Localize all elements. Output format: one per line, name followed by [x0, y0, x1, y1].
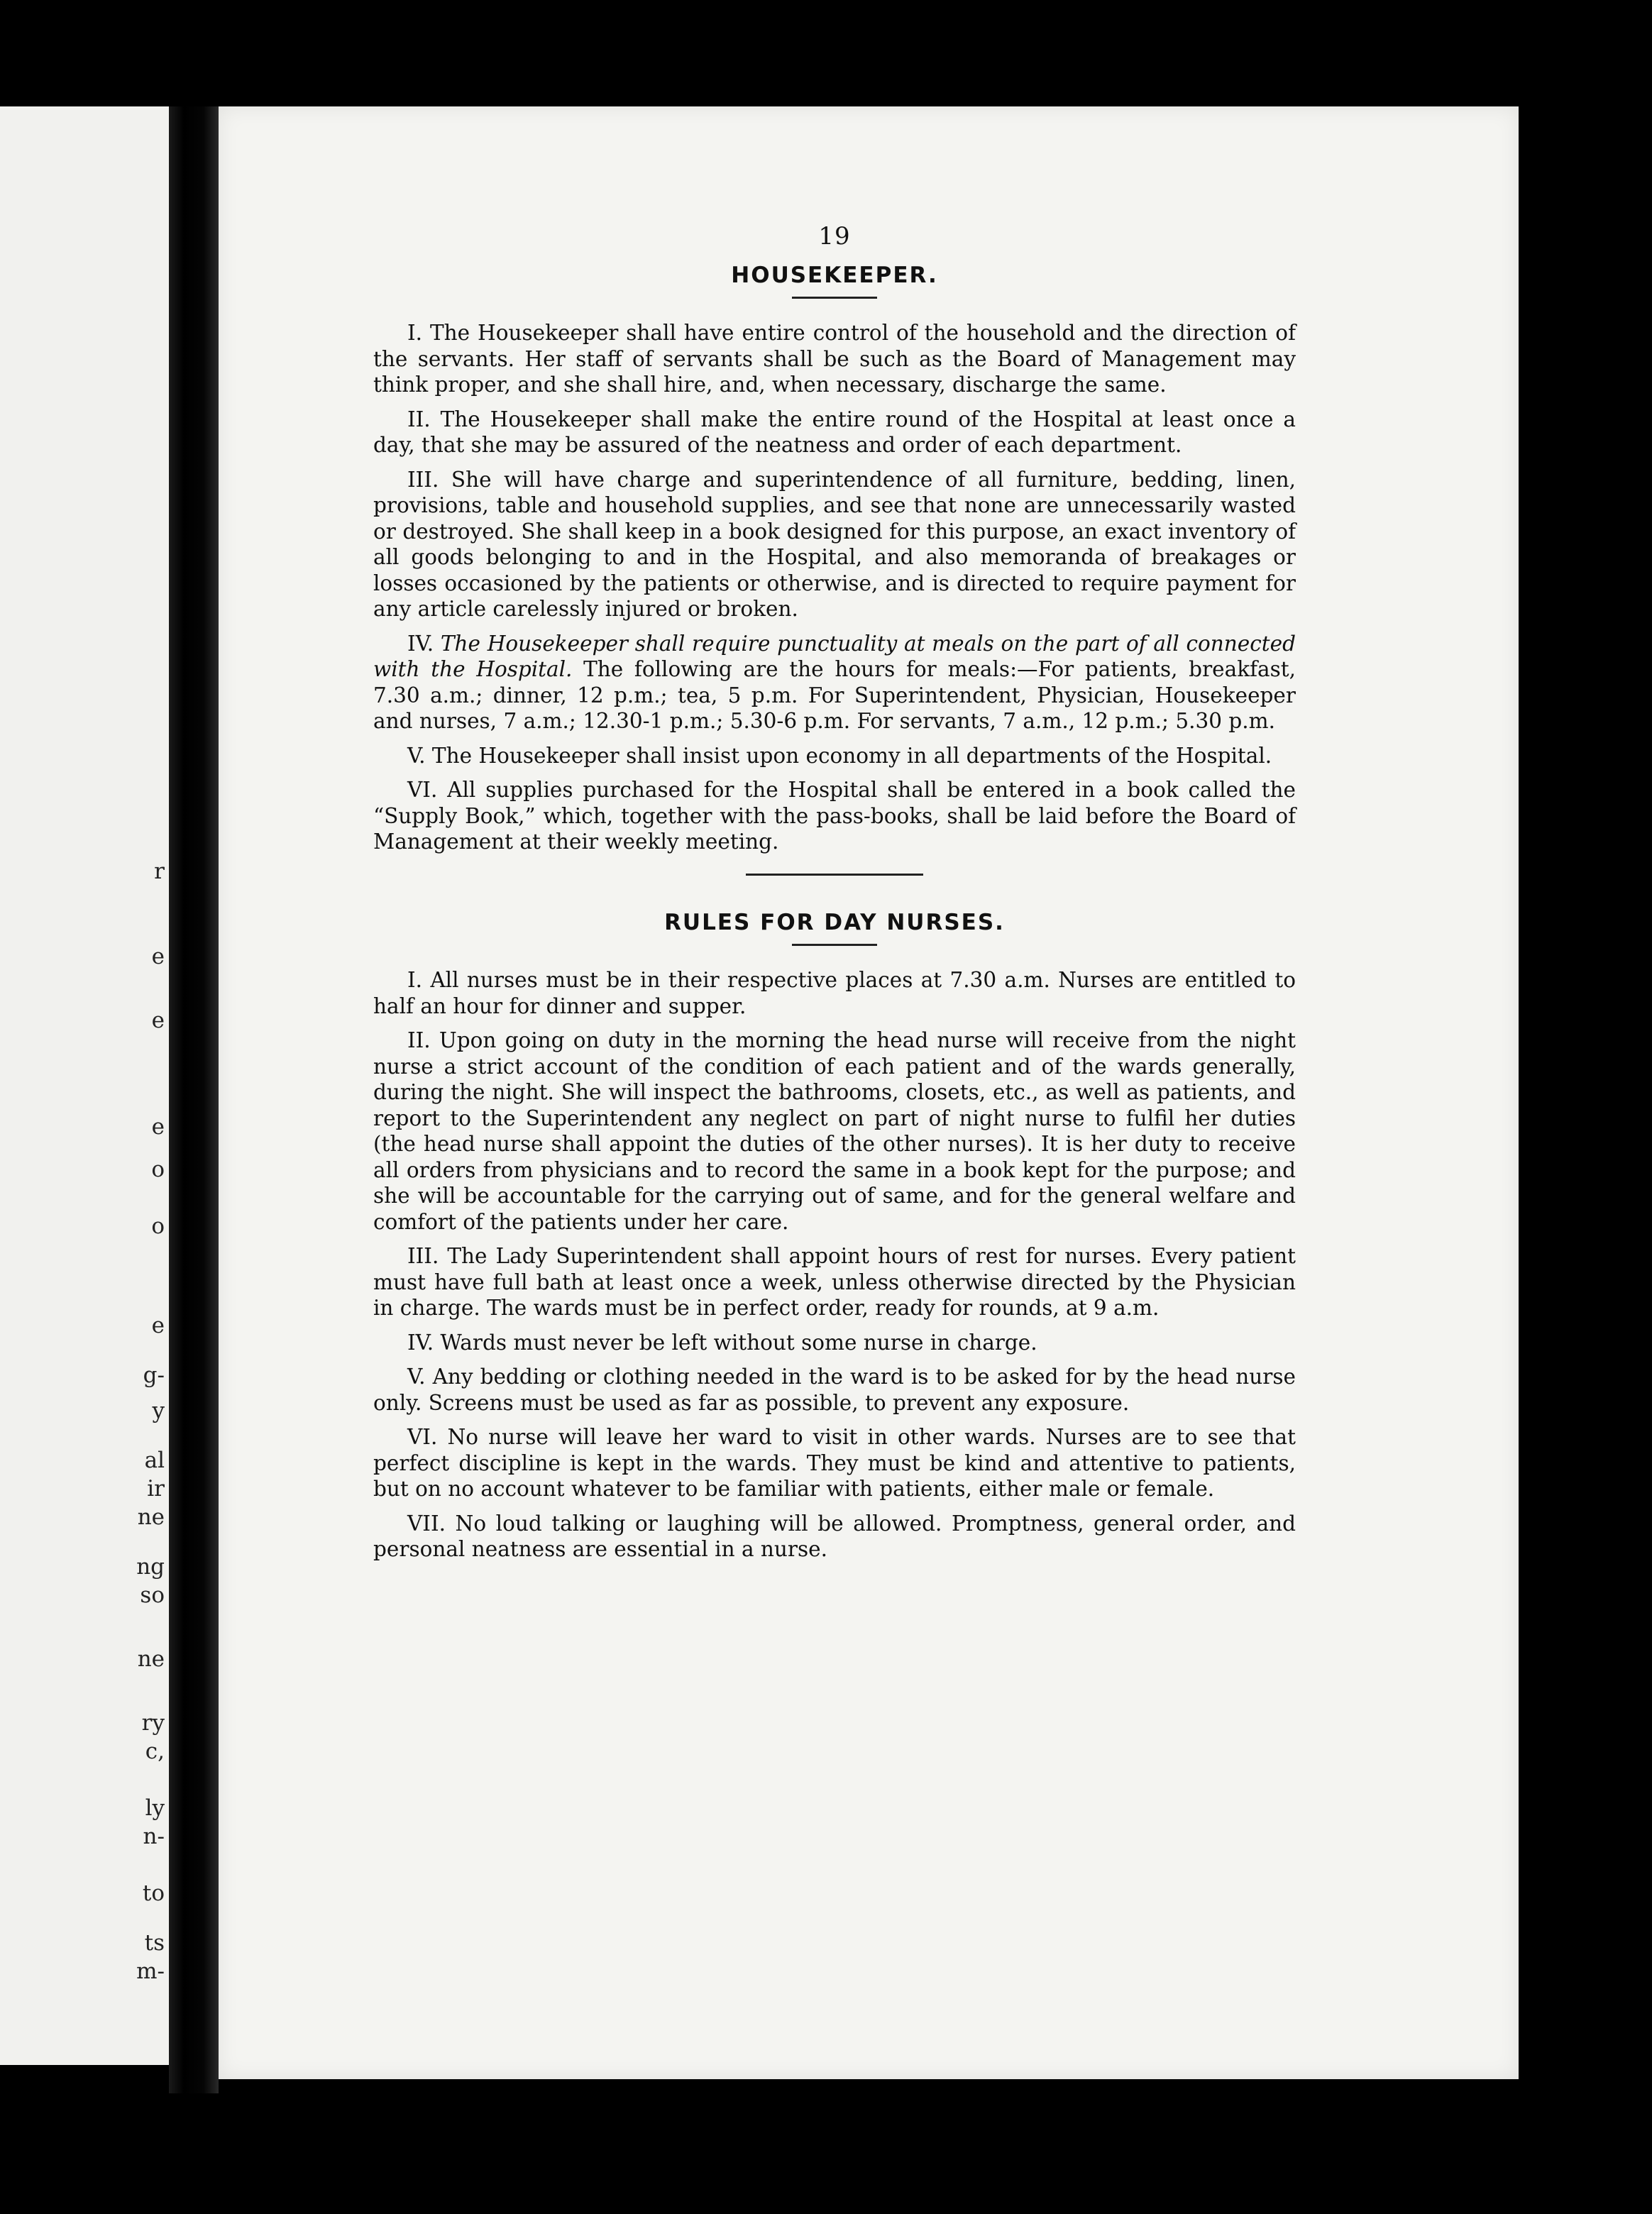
left-page-fragment: ts — [144, 1930, 165, 1956]
left-page-fragment: ir — [147, 1476, 165, 1502]
rule-4-body: The following are the hours for meals:—For patients, breakfast, 7.30 a.m.; dinner, 12 p.m.; tea, 5 p.m. For Superintendent, Physician, Housekeeper and nurses, 7 a.m.; 12.30-1 p.m.; 5.30-6 p.m. For servants, 7 a.m., 12 p.m.; 5.30 p.m. — [373, 657, 1296, 733]
left-page-fragment: to — [142, 1880, 165, 1906]
title-underline — [792, 944, 877, 946]
left-page-fragments — [0, 106, 169, 2065]
left-page-fragment: ne — [137, 1504, 165, 1530]
left-page-fragment: r — [154, 859, 165, 884]
left-page-fragment: ne — [137, 1646, 165, 1672]
housekeeper-rule-5: V. The Housekeeper shall insist upon economy in all departments of the Hospital. — [407, 743, 1272, 768]
section-title-day-nurses: RULES FOR DAY NURSES. — [664, 909, 1005, 935]
left-facing-page — [0, 106, 169, 2065]
housekeeper-rule-1: I. The Housekeeper shall have entire control of the household and the direction of the servants. Her staff of servants shall be such as the Board of Management may think proper, and she shall hire, and, when necessary, discharge the same. — [373, 321, 1296, 397]
nurses-rule-3: III. The Lady Superintendent shall appoint hours of rest for nurses. Every patient must have full bath at least once a week, unless otherwise directed by the Physician in charge. The wards must be in perfect order, ready for rounds, at 9 a.m. — [373, 1244, 1296, 1320]
housekeeper-rule-6: VI. All supplies purchased for the Hospital shall be entered in a book called the “Supply Book,” which, together with the pass-books, shall be laid before the Board of Management at their weekly meeting. — [373, 778, 1296, 854]
section-divider — [746, 874, 923, 876]
book-gutter — [169, 106, 219, 2093]
housekeeper-rule-3: III. She will have charge and superintendence of all furniture, bedding, linen, provisions, table and household supplies, and see that none are unnecessarily wasted or destroyed. She shall keep in a book designed for this purpose, an exact inventory of all goods belonging to and in the Hospital, and also memoranda of breakages or losses occasioned by the patients or otherwise, and is directed to require payment for any article carelessly injured or broken. — [373, 467, 1296, 621]
left-page-fragment: so — [140, 1582, 165, 1608]
nurses-rule-4: IV. Wards must never be left without some nurse in charge. — [407, 1330, 1037, 1355]
left-page-fragment: y — [152, 1398, 165, 1423]
nurses-rule-1: I. All nurses must be in their respective places at 7.30 a.m. Nurses are entitled to half an hour for dinner and supper. — [373, 968, 1296, 1018]
left-page-fragment: o — [151, 1157, 165, 1182]
left-page-fragment: ng — [136, 1554, 165, 1580]
left-page-fragment: ly — [145, 1795, 165, 1821]
left-page-fragment: ry — [141, 1710, 165, 1736]
left-page-fragment: g- — [143, 1362, 165, 1388]
left-page-fragment: al — [144, 1448, 165, 1473]
left-page-fragment: e — [151, 1114, 165, 1140]
housekeeper-rule-4 — [373, 631, 1296, 734]
left-page-fragment: e — [151, 1313, 165, 1338]
left-page-fragment: e — [151, 1008, 165, 1033]
left-page-fragment: o — [151, 1213, 165, 1239]
left-page-fragment: m- — [136, 1959, 165, 1984]
rule-4-italic-lead: The Housekeeper shall require punctuality at meals on the part of all connected with the Hospital. — [373, 631, 1296, 681]
section-title-housekeeper: HOUSEKEEPER. — [731, 262, 938, 288]
page-number: 19 — [818, 222, 851, 250]
book-page — [219, 106, 1519, 2079]
nurses-rule-7: VII. No loud talking or laughing will be allowed. Promptness, general order, and personal neatness are essential in a nurse. — [373, 1511, 1296, 1561]
left-page-fragment: n- — [143, 1824, 165, 1849]
housekeeper-rule-2: II. The Housekeeper shall make the entire round of the Hospital at least once a day, that she may be assured of the neatness and order of each department. — [373, 407, 1296, 457]
left-page-fragment: c, — [145, 1739, 165, 1764]
nurses-rule-5: V. Any bedding or clothing needed in the ward is to be asked for by the head nurse only. Screens must be used as far as possible, to prevent any exposure. — [373, 1365, 1296, 1415]
left-page-fragment: e — [151, 944, 165, 969]
nurses-rule-6: VI. No nurse will leave her ward to visit in other wards. Nurses are to see that perfect discipline is kept in the wards. They must be kind and attentive to patients, but on no account whatever to be familiar with patients, either male or female. — [373, 1425, 1296, 1501]
page-text — [373, 224, 1296, 1571]
title-underline — [792, 297, 877, 299]
nurses-rule-2: II. Upon going on duty in the morning the head nurse will receive from the night nurse a strict account of the condition of each patient and of the wards generally, during the night. She will inspect the bathrooms, closets, etc., as well as patients, and report to the Superintendent any neglect on part of night nurse to fulfil her duties (the head nurse shall appoint the duties of the other nurses). It is her duty to receive all orders from physicians and to record the same in a book kept for the purpose; and she will be accountable for the carrying out of same, and for the general welfare and comfort of the patients under her care. — [373, 1028, 1296, 1234]
rule-4-number: IV. — [407, 631, 434, 656]
